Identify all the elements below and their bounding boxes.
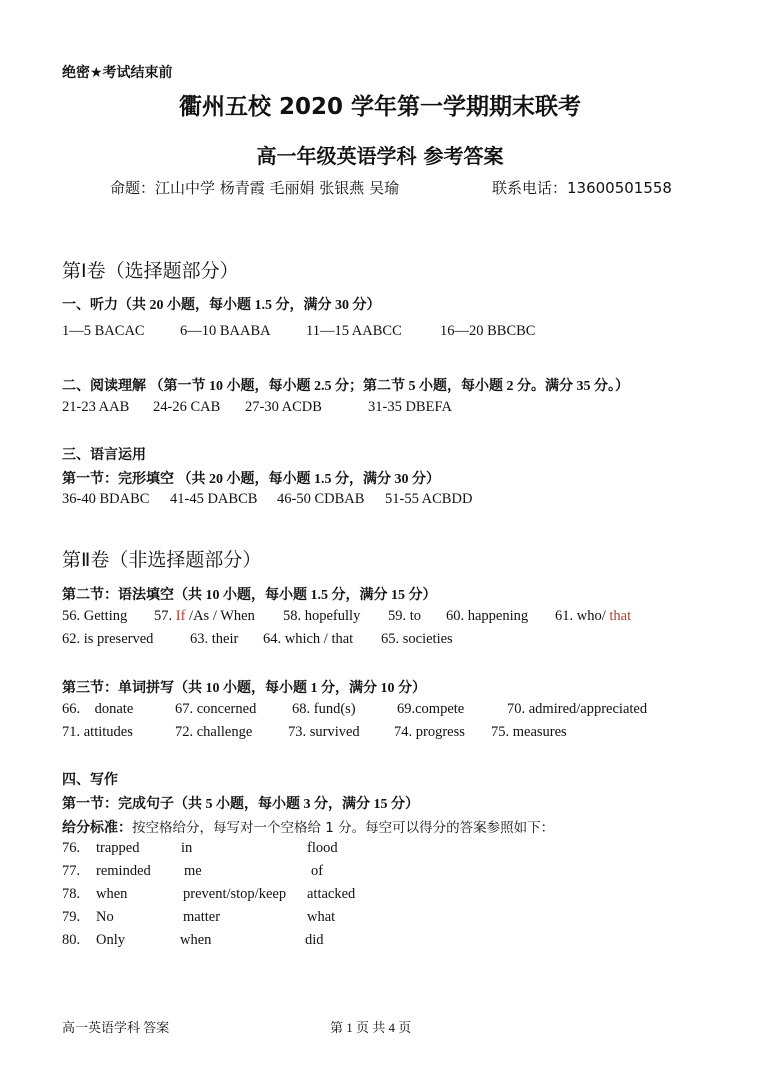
item-number: 79. <box>62 909 81 925</box>
grammar-answer: 60. happening <box>446 608 529 624</box>
answer-cell: did <box>305 932 324 948</box>
item-number: 80. <box>62 932 81 948</box>
answer-cell: when <box>180 932 212 948</box>
answer-cell: in <box>181 840 193 856</box>
listening-answer: 11—15 AABCC <box>306 323 402 339</box>
grammar-answer: 63. their <box>190 631 239 647</box>
answer-cell: what <box>307 909 336 925</box>
cloze-answer: 46-50 CDBAB <box>277 491 365 507</box>
footer-subject: 高一英语学科 答案 <box>62 1020 170 1035</box>
cloze-answer: 41-45 DABCB <box>170 491 258 507</box>
spelling-answer: 66. donate <box>62 701 134 717</box>
answer-cell: reminded <box>96 863 151 879</box>
answer-cell: trapped <box>96 840 140 856</box>
table-row <box>62 886 462 909</box>
authors-line: 命题：江山中学 杨青霞 毛丽娟 张银燕 吴瑜 <box>110 179 400 197</box>
part1-heading: 第Ⅰ卷（选择题部分） <box>62 260 239 282</box>
item-number: 78. <box>62 886 81 902</box>
spelling-answer: 68. fund(s) <box>292 701 356 717</box>
scoring-criteria-text: 按空格给分，每写对一个空格给 1 分。每空可以得分的答案参照如下： <box>132 820 555 836</box>
table-row <box>62 840 462 863</box>
grammar-answer: 58. hopefully <box>283 608 361 624</box>
spelling-answer: 70. admired/appreciated <box>507 701 648 717</box>
listening-answer: 1—5 BACAC <box>62 323 145 339</box>
answer-cell: attacked <box>307 886 356 902</box>
reading-answer: 24-26 CAB <box>153 399 221 415</box>
grammar-answer: 64. which / that <box>263 631 354 647</box>
exam-title: 衢州五校 2020 学年第一学期期末联考 <box>178 94 582 120</box>
grammar-answer: 62. is preserved <box>62 631 154 647</box>
grammar-answer: 65. societies <box>381 631 453 647</box>
contact-phone: 联系电话：13600501558 <box>492 179 672 197</box>
table-row <box>62 932 462 955</box>
sentence-completion-heading: 第一节：完成句子（共 5 小题，每小题 3 分，满分 15 分） <box>62 797 419 812</box>
cloze-answer: 51-55 ACBDD <box>385 491 473 507</box>
grammar-answer: 56. Getting <box>62 608 128 624</box>
grammar-answer-57 <box>154 608 255 625</box>
spelling-heading: 第三节：单词拼写（共 10 小题，每小题 1 分，满分 10 分） <box>62 681 426 696</box>
reading-heading: 二、阅读理解 （第一节 10 小题，每小题 2.5 分；第二节 5 小题，每小题 2 分。满分 35 分。） <box>62 379 629 394</box>
grammar-answer-prefix: 57. <box>154 608 176 624</box>
writing-heading: 四、写作 <box>62 773 118 788</box>
answer-cell: No <box>96 909 114 925</box>
grammar-answer: 59. to <box>388 608 422 624</box>
scoring-criteria <box>62 816 554 837</box>
page-number: 第 1 页 共 4 页 <box>330 1020 412 1035</box>
spelling-answer: 74. progress <box>394 724 465 740</box>
grammar-heading: 第二节：语法填空（共 10 小题，每小题 1.5 分，满分 15 分） <box>62 588 437 603</box>
item-number: 76. <box>62 840 81 856</box>
spelling-answer: 75. measures <box>491 724 567 740</box>
language-heading: 三、语言运用 <box>62 448 146 463</box>
spelling-answer: 73. survived <box>288 724 360 740</box>
answer-cell: Only <box>96 932 125 948</box>
item-number: 77. <box>62 863 81 879</box>
grammar-answer-rest: /As / When <box>185 608 255 624</box>
table-row <box>62 863 462 886</box>
answer-cell: flood <box>307 840 338 856</box>
reading-answer: 21-23 AAB <box>62 399 130 415</box>
listening-heading: 一、听力（共 20 小题，每小题 1.5 分，满分 30 分） <box>62 298 381 313</box>
cloze-answer: 36-40 BDABC <box>62 491 150 507</box>
grammar-answer-61 <box>555 608 631 625</box>
table-row <box>62 909 462 932</box>
grammar-answer-highlight: that <box>609 608 632 624</box>
listening-answer: 6—10 BAABA <box>180 323 271 339</box>
answer-cell: when <box>96 886 128 902</box>
grammar-answer-highlight: If <box>175 608 186 624</box>
spelling-answer: 67. concerned <box>175 701 257 717</box>
answer-cell: prevent/stop/keep <box>183 886 287 902</box>
answer-cell: of <box>311 863 324 879</box>
answer-cell: matter <box>183 909 221 925</box>
exam-subtitle: 高一年级英语学科 参考答案 <box>256 144 504 168</box>
part2-heading: 第Ⅱ卷（非选择题部分） <box>62 549 262 571</box>
reading-answer: 31-35 DBEFA <box>368 399 452 415</box>
spelling-answer: 71. attitudes <box>62 724 133 740</box>
confidential-label: 绝密★考试结束前 <box>62 65 173 81</box>
spelling-answer: 69.compete <box>397 701 465 717</box>
answer-cell: me <box>184 863 202 879</box>
spelling-answer: 72. challenge <box>175 724 253 740</box>
scoring-criteria-label: 给分标准： <box>62 821 132 836</box>
cloze-heading: 第一节：完形填空 （共 20 小题，每小题 1.5 分，满分 30 分） <box>62 472 440 487</box>
grammar-answer-prefix: 61. who/ <box>555 608 610 624</box>
listening-answer: 16—20 BBCBC <box>440 323 536 339</box>
reading-answer: 27-30 ACDB <box>245 399 322 415</box>
